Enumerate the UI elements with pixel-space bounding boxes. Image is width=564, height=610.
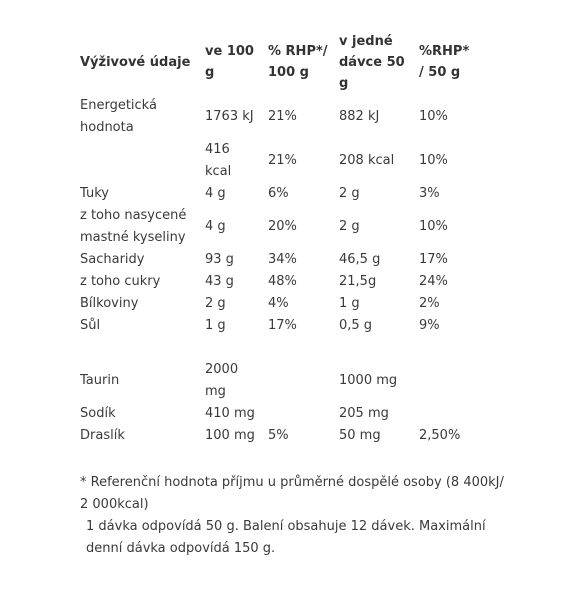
rhp-per-serving: 10% bbox=[419, 219, 448, 234]
nutrient-name: Taurin bbox=[80, 373, 120, 388]
header-per-100g: ve 100 g bbox=[205, 44, 254, 80]
rhp-per-serving bbox=[415, 359, 476, 403]
value-per-serving: 46,5 g bbox=[339, 252, 381, 267]
footnotes bbox=[80, 472, 510, 560]
rhp-per-100g: 20% bbox=[268, 219, 297, 234]
nutrient-name: z toho cukry bbox=[80, 274, 161, 289]
nutrient-name: Sodík bbox=[80, 406, 116, 421]
value-per-serving: 205 mg bbox=[339, 406, 389, 421]
value-per-serving: 1000 mg bbox=[339, 373, 398, 388]
table-row-sugars bbox=[76, 271, 476, 293]
rhp-per-serving: 24% bbox=[419, 274, 448, 289]
rhp-per-100g: 17% bbox=[268, 318, 297, 333]
header-rhp-serving: %RHP*/ 50 g bbox=[419, 44, 470, 80]
table-row-potassium bbox=[76, 425, 476, 447]
reference-intake-note: * Referenční hodnota příjmu u průměrné dospělé osoby (8 400kJ/ 2 000kcal) bbox=[80, 475, 504, 512]
rhp-per-serving: 17% bbox=[419, 252, 448, 267]
nutrient-name: Tuky bbox=[80, 186, 109, 201]
rhp-per-100g: 6% bbox=[268, 186, 289, 201]
value-per-serving bbox=[335, 337, 415, 359]
nutrient-name: Sacharidy bbox=[80, 252, 145, 267]
nutrient-name bbox=[76, 337, 201, 359]
table-row-taurine bbox=[76, 359, 476, 403]
rhp-per-serving: 10% bbox=[419, 109, 448, 124]
serving-note: 1 dávka odpovídá 50 g. Balení obsahuje 12 dávek. Maximální denní dávka odpovídá 150 g. bbox=[86, 519, 486, 556]
value-per-100g bbox=[201, 337, 264, 359]
table-row-saturated-fat bbox=[76, 205, 476, 249]
rhp-per-100g: 4% bbox=[268, 296, 289, 311]
rhp-per-serving: 2,50% bbox=[419, 428, 461, 443]
rhp-per-100g bbox=[264, 403, 335, 425]
value-per-100g: 43 g bbox=[205, 274, 234, 289]
rhp-per-100g bbox=[264, 359, 335, 403]
value-per-serving: 21,5g bbox=[339, 274, 377, 289]
table-row-energy-kj bbox=[76, 95, 476, 139]
value-per-serving: 2 g bbox=[339, 186, 360, 201]
value-per-serving: 882 kJ bbox=[339, 109, 380, 124]
value-per-100g: 1763 kJ bbox=[205, 109, 254, 124]
value-per-100g: 93 g bbox=[205, 252, 234, 267]
value-per-100g: 100 mg bbox=[205, 428, 255, 443]
value-per-100g: 2000 mg bbox=[205, 362, 239, 399]
nutrient-name: Bílkoviny bbox=[80, 296, 139, 311]
value-per-serving: 2 g bbox=[339, 219, 360, 234]
nutrition-table-header bbox=[76, 29, 476, 95]
rhp-per-serving: 2% bbox=[419, 296, 440, 311]
nutrient-name: Draslík bbox=[80, 428, 125, 443]
value-per-100g: 1 g bbox=[205, 318, 226, 333]
table-row-salt bbox=[76, 315, 476, 337]
rhp-per-serving: 10% bbox=[419, 153, 448, 168]
rhp-per-100g: 5% bbox=[268, 428, 289, 443]
rhp-per-100g: 21% bbox=[268, 109, 297, 124]
nutrition-table-body bbox=[76, 95, 476, 447]
header-rhp-100g: % RHP*/ 100 g bbox=[268, 44, 328, 80]
nutrition-table bbox=[76, 29, 476, 447]
rhp-per-serving bbox=[415, 403, 476, 425]
value-per-serving: 0,5 g bbox=[339, 318, 373, 333]
nutrient-name: Sůl bbox=[80, 318, 101, 333]
rhp-per-100g bbox=[264, 337, 335, 359]
header-row bbox=[76, 29, 476, 95]
rhp-per-serving bbox=[415, 337, 476, 359]
table-row-protein bbox=[76, 293, 476, 315]
value-per-serving: 1 g bbox=[339, 296, 360, 311]
header-per-serving: v jedné dávce 50 g bbox=[339, 33, 405, 91]
nutrient-name bbox=[76, 139, 201, 183]
header-nutrient: Výživové údaje bbox=[80, 54, 191, 70]
value-per-100g: 4 g bbox=[205, 186, 226, 201]
table-row-spacer bbox=[76, 337, 476, 359]
value-per-serving: 208 kcal bbox=[339, 153, 395, 168]
rhp-per-100g: 48% bbox=[268, 274, 297, 289]
nutrient-name: Energetická hodnota bbox=[80, 98, 157, 135]
rhp-per-serving: 9% bbox=[419, 318, 440, 333]
table-row-fat bbox=[76, 183, 476, 205]
table-row-carbohydrates bbox=[76, 249, 476, 271]
table-row-sodium bbox=[76, 403, 476, 425]
table-row-energy-kcal bbox=[76, 139, 476, 183]
value-per-serving: 50 mg bbox=[339, 428, 381, 443]
value-per-100g: 410 mg bbox=[205, 406, 255, 421]
value-per-100g: 4 g bbox=[205, 219, 226, 234]
value-per-100g: 416 kcal bbox=[205, 142, 232, 179]
nutrient-name: z toho nasycené mastné kyseliny bbox=[80, 208, 187, 245]
value-per-100g: 2 g bbox=[205, 296, 226, 311]
rhp-per-serving: 3% bbox=[419, 186, 440, 201]
rhp-per-100g: 21% bbox=[268, 153, 297, 168]
rhp-per-100g: 34% bbox=[268, 252, 297, 267]
